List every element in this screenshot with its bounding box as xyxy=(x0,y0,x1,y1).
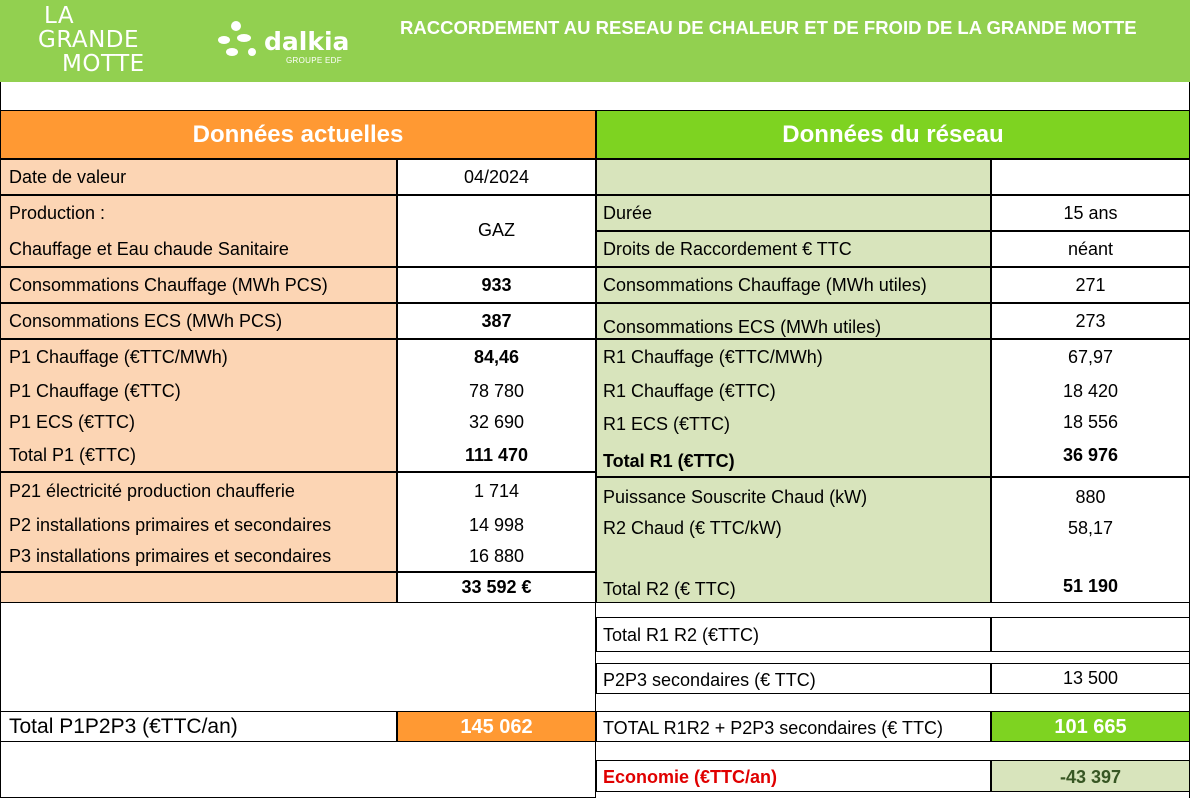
duree-label-cell xyxy=(596,195,991,231)
right-blank-value-cell xyxy=(991,159,1190,195)
p2-row-label: P21 électricité production chaufferie xyxy=(9,481,295,501)
duree-label: Durée xyxy=(603,203,653,223)
left-bottom-blank xyxy=(0,742,596,798)
total-r1r2-p2p3-label: TOTAL R1R2 + P2P3 secondaires (€ TTC) xyxy=(603,718,943,738)
r2-row-value: 880 xyxy=(1075,487,1106,507)
r2-label-cell xyxy=(596,477,991,603)
duree-value-cell xyxy=(991,195,1190,231)
conso-ecs-label-cell xyxy=(0,303,397,339)
page-title: RACCORDEMENT AU RESEAU DE CHALEUR ET DE FROID DE LA GRANDE MOTTE xyxy=(400,17,1137,38)
p1-row-label: P1 Chauffage (€TTC) xyxy=(9,381,181,401)
production-value-cell xyxy=(397,195,596,267)
production-label-cell xyxy=(0,195,397,267)
r1-row-label: R1 ECS (€TTC) xyxy=(603,414,731,434)
r1-row-value: 18 556 xyxy=(1062,412,1119,432)
r1-label-cell xyxy=(596,339,991,477)
conso-chauffage-label: Consommations Chauffage (MWh PCS) xyxy=(9,275,328,295)
p1-label-cell xyxy=(0,339,397,472)
p1-value-cell xyxy=(397,339,596,472)
p1-total-label: Total P1 (€TTC) xyxy=(9,445,137,465)
net-conso-ecs-value: 273 xyxy=(1075,311,1106,331)
conso-ecs-label: Consommations ECS (MWh PCS) xyxy=(9,311,283,331)
economie-value-cell xyxy=(991,760,1190,792)
r1-total-label: Total R1 (€TTC) xyxy=(603,451,735,471)
p1-row-label: P1 Chauffage (€TTC/MWh) xyxy=(9,347,228,367)
total-r1r2-label: Total R1 R2 (€TTC) xyxy=(603,625,760,645)
economie-label-cell xyxy=(596,760,991,792)
p2-row-value: 1 714 xyxy=(473,481,520,501)
total-r1r2-value-cell xyxy=(991,617,1190,652)
production-value: GAZ xyxy=(477,220,515,240)
date-label: Date de valeur xyxy=(9,167,127,187)
r2-row-label: R2 Chaud (€ TTC/kW) xyxy=(603,518,782,538)
dalkia-logo xyxy=(216,20,356,70)
conso-ecs-value: 387 xyxy=(481,311,512,331)
header-banner xyxy=(0,0,1190,82)
economie-label: Economie (€TTC/an) xyxy=(603,767,778,787)
dalkia-subtitle: GROUPE EDF xyxy=(286,56,342,65)
p2-total-value-cell xyxy=(397,572,596,603)
droits-label-cell xyxy=(596,231,991,267)
p2p3-value-cell xyxy=(991,663,1190,694)
r1-row-value: 67,97 xyxy=(1067,347,1114,367)
net-conso-chauffage-value: 271 xyxy=(1075,275,1106,295)
header-spacer xyxy=(0,82,1190,110)
p2-row-label: P2 installations primaires et secondaires xyxy=(9,515,332,535)
p2-row-label: P3 installations primaires et secondaires xyxy=(9,546,332,566)
r2-row-label: Puissance Souscrite Chaud (kW) xyxy=(603,487,868,507)
net-conso-ecs-value-cell xyxy=(991,303,1190,339)
r1-value-cell xyxy=(991,339,1190,477)
net-conso-chauffage-label: Consommations Chauffage (MWh utiles) xyxy=(603,275,927,295)
left-blank-area xyxy=(0,603,596,711)
total-p1p2p3-label-cell xyxy=(0,711,397,742)
net-conso-chauffage-value-cell xyxy=(991,267,1190,303)
total-p1p2p3-label: Total P1P2P3 (€TTC/an) xyxy=(9,715,238,738)
total-p1p2p3-value: 145 062 xyxy=(460,716,533,738)
total-r1r2-p2p3-label-cell xyxy=(596,711,991,742)
p1-row-value: 84,46 xyxy=(473,347,520,367)
r2-value-cell xyxy=(991,477,1190,603)
r1-row-value: 18 420 xyxy=(1062,381,1119,401)
total-r1r2-p2p3-value-cell xyxy=(991,711,1190,742)
right-blank-label-cell xyxy=(596,159,991,195)
r2-total-label: Total R2 (€ TTC) xyxy=(603,579,736,599)
net-conso-ecs-label-cell xyxy=(596,303,991,339)
production-label-2: Chauffage et Eau chaude Sanitaire xyxy=(9,239,289,259)
p2-row-value: 14 998 xyxy=(468,515,525,535)
p2-label-cell xyxy=(0,472,397,572)
p1-total-value: 111 470 xyxy=(464,445,529,465)
r1-row-label: R1 Chauffage (€TTC) xyxy=(603,381,776,401)
date-value: 04/2024 xyxy=(463,167,530,187)
droits-value: néant xyxy=(1067,239,1114,259)
r2-row-value: 58,17 xyxy=(1067,518,1114,538)
conso-ecs-value-cell xyxy=(397,303,596,339)
right-section-title: Données du réseau xyxy=(596,110,1190,159)
p1-row-label: P1 ECS (€TTC) xyxy=(9,412,136,432)
production-label-1: Production : xyxy=(9,203,106,223)
logo-line-2: GRANDE xyxy=(38,27,140,53)
duree-value: 15 ans xyxy=(1063,203,1118,223)
p2-value-cell xyxy=(397,472,596,572)
r1-total-value: 36 976 xyxy=(1062,445,1119,465)
droits-value-cell xyxy=(991,231,1190,267)
p2-total-value: 33 592 € xyxy=(461,577,532,597)
droits-label: Droits de Raccordement € TTC xyxy=(603,239,852,259)
total-r1r2-label-cell xyxy=(596,617,991,652)
p2p3-value: 13 500 xyxy=(1062,668,1119,688)
conso-chauffage-value: 933 xyxy=(481,275,512,295)
p1-row-value: 32 690 xyxy=(468,412,525,432)
p2p3-label: P2P3 secondaires (€ TTC) xyxy=(603,670,816,690)
left-section-title: Données actuelles xyxy=(0,110,596,159)
r1-row-label: R1 Chauffage (€TTC/MWh) xyxy=(603,347,823,367)
net-conso-chauffage-label-cell xyxy=(596,267,991,303)
net-conso-ecs-label: Consommations ECS (MWh utiles) xyxy=(603,317,882,337)
p1-row-value: 78 780 xyxy=(468,381,525,401)
date-label-cell xyxy=(0,159,397,195)
total-p1p2p3-value-cell xyxy=(397,711,596,742)
p2p3-label-cell xyxy=(596,663,991,694)
p2-row-value: 16 880 xyxy=(468,546,525,566)
economie-value: -43 397 xyxy=(1059,767,1122,787)
logo-line-3: MOTTE xyxy=(62,51,145,77)
conso-chauffage-label-cell xyxy=(0,267,397,303)
dalkia-wordmark: dalkia xyxy=(264,27,350,56)
date-value-cell xyxy=(397,159,596,195)
la-grande-motte-logo xyxy=(38,4,178,76)
logo-line-1: LA xyxy=(44,3,75,29)
dalkia-drops-icon xyxy=(216,20,262,64)
p2-total-label-cell xyxy=(0,572,397,603)
r2-total-value: 51 190 xyxy=(1062,576,1119,596)
conso-chauffage-value-cell xyxy=(397,267,596,303)
total-r1r2-p2p3-value: 101 665 xyxy=(1054,716,1127,738)
